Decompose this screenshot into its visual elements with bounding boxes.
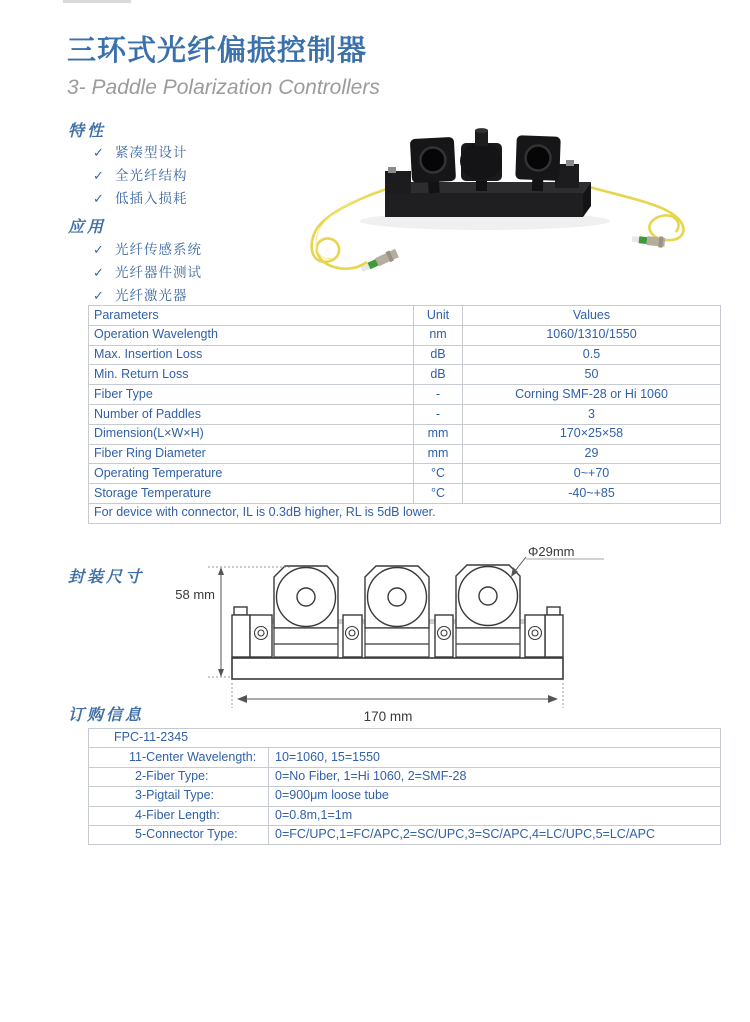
drawing-paddle: [456, 565, 520, 628]
dim-height-label: 58 mm: [175, 587, 215, 602]
spec-parameter: Max. Insertion Loss: [89, 345, 414, 365]
spec-header-values: Values: [463, 306, 721, 326]
paddle-center: [460, 128, 502, 191]
ordering-options: 10=1060, 15=1550: [269, 748, 721, 767]
table-row: [89, 385, 721, 405]
application-label: 光纤器件测试: [115, 265, 202, 281]
spec-note: For device with connector, IL is 0.3dB higher, RL is 5dB lower.: [89, 503, 721, 523]
spec-unit: °C: [414, 484, 463, 504]
ordering-code: 4: [135, 807, 142, 822]
ordering-field: [89, 825, 269, 844]
ordering-code: 11: [129, 749, 142, 764]
spec-parameter: Storage Temperature: [89, 484, 414, 504]
list-item: [93, 164, 188, 187]
fc-apc-connector-right: [631, 234, 665, 248]
list-item: [93, 284, 202, 307]
spec-parameter: Operation Wavelength: [89, 325, 414, 345]
spec-parameter: Dimension(L×W×H): [89, 424, 414, 444]
spec-unit: mm: [414, 444, 463, 464]
table-row: [89, 444, 721, 464]
ordering-options: 0=FC/UPC,1=FC/APC,2=SC/UPC,3=SC/APC,4=LC/UPC,5=LC/APC: [269, 825, 721, 844]
applications-list: [93, 238, 202, 307]
spec-value: 0~+70: [463, 464, 721, 484]
drawing-paddle: [274, 566, 338, 628]
table-row: [89, 748, 721, 767]
ordering-code: 2: [135, 769, 142, 784]
check-icon: ✓: [93, 289, 105, 304]
ordering-options: 0=900μm loose tube: [269, 787, 721, 806]
feature-label: 低插入损耗: [115, 191, 188, 207]
table-row: [89, 365, 721, 385]
ordering-options: 0=No Fiber, 1=Hi 1060, 2=SMF-28: [269, 767, 721, 786]
page-title: 三环式光纤偏振控制器: [67, 35, 368, 67]
features-heading: 特性: [68, 121, 107, 140]
table-row: [89, 787, 721, 806]
spec-unit: °C: [414, 464, 463, 484]
list-item: [93, 141, 188, 164]
spec-header-row: [89, 306, 721, 326]
spec-unit: -: [414, 404, 463, 424]
check-icon: ✓: [93, 192, 105, 207]
check-icon: ✓: [93, 169, 105, 184]
ordering-heading: 订购信息: [68, 705, 145, 724]
ordering-table: [88, 728, 721, 845]
application-label: 光纤传感系统: [115, 242, 202, 258]
package-drawing: [170, 540, 615, 730]
spec-unit: dB: [414, 365, 463, 385]
fiber-pigtail-left: [312, 189, 387, 269]
table-row: [89, 767, 721, 786]
spec-value: 170×25×58: [463, 424, 721, 444]
feature-label: 紧凑型设计: [115, 145, 188, 161]
table-row: [89, 345, 721, 365]
product-photo: [285, 127, 715, 295]
spec-value: -40~+85: [463, 484, 721, 504]
list-item: [93, 238, 202, 261]
spec-value: 29: [463, 444, 721, 464]
dim-width-label: 170 mm: [363, 709, 413, 724]
features-list: [93, 141, 188, 210]
ordering-label: -Fiber Length:: [142, 807, 220, 822]
spec-parameter: Fiber Ring Diameter: [89, 444, 414, 464]
check-icon: ✓: [93, 146, 105, 161]
ordering-field: [89, 748, 269, 767]
spec-unit: mm: [414, 424, 463, 444]
spec-parameter: Min. Return Loss: [89, 365, 414, 385]
table-row: [89, 484, 721, 504]
drawing-paddle: [365, 566, 429, 628]
spec-header-unit: Unit: [414, 306, 463, 326]
ordering-options: 0=0.8m,1=1m: [269, 806, 721, 825]
ordering-code: 3: [135, 788, 142, 803]
table-row: [89, 806, 721, 825]
spec-parameter: Fiber Type: [89, 385, 414, 405]
table-row: [89, 825, 721, 844]
spec-unit: nm: [414, 325, 463, 345]
feature-label: 全光纤结构: [115, 168, 188, 184]
ordering-field: [89, 767, 269, 786]
page-top-rule: [63, 0, 131, 3]
package-heading: 封装尺寸: [68, 567, 145, 586]
ordering-model: FPC-11-2345: [89, 729, 721, 748]
ordering-field: [89, 787, 269, 806]
spec-unit: -: [414, 385, 463, 405]
ordering-label: -Center Wavelength:: [142, 749, 257, 764]
application-label: 光纤激光器: [115, 288, 188, 304]
page-subtitle: 3- Paddle Polarization Controllers: [67, 76, 380, 99]
check-icon: ✓: [93, 243, 105, 258]
fiber-pigtail-right: [582, 185, 683, 240]
table-row: [89, 729, 721, 748]
spec-value: 1060/1310/1550: [463, 325, 721, 345]
spec-parameter: Operating Temperature: [89, 464, 414, 484]
ordering-code: 5: [135, 827, 142, 842]
spec-value: 3: [463, 404, 721, 424]
check-icon: ✓: [93, 266, 105, 281]
ordering-label: -Pigtail Type:: [142, 788, 215, 803]
list-item: [93, 187, 188, 210]
spec-value: 0.5: [463, 345, 721, 365]
spec-header-parameters: Parameters: [89, 306, 414, 326]
spec-value: 50: [463, 365, 721, 385]
table-row: [89, 424, 721, 444]
table-row: [89, 464, 721, 484]
spec-table: [88, 305, 721, 524]
list-item: [93, 261, 202, 284]
spec-unit: dB: [414, 345, 463, 365]
table-row: [89, 503, 721, 523]
table-row: [89, 404, 721, 424]
ordering-field: [89, 806, 269, 825]
spec-parameter: Number of Paddles: [89, 404, 414, 424]
applications-heading: 应用: [68, 217, 107, 236]
spec-value: Corning SMF-28 or Hi 1060: [463, 385, 721, 405]
ordering-label: -Connector Type:: [142, 827, 238, 842]
dim-diameter-label: Φ29mm: [528, 544, 575, 559]
table-row: [89, 325, 721, 345]
ordering-label: -Fiber Type:: [142, 769, 209, 784]
fc-apc-connector-left: [359, 248, 399, 274]
